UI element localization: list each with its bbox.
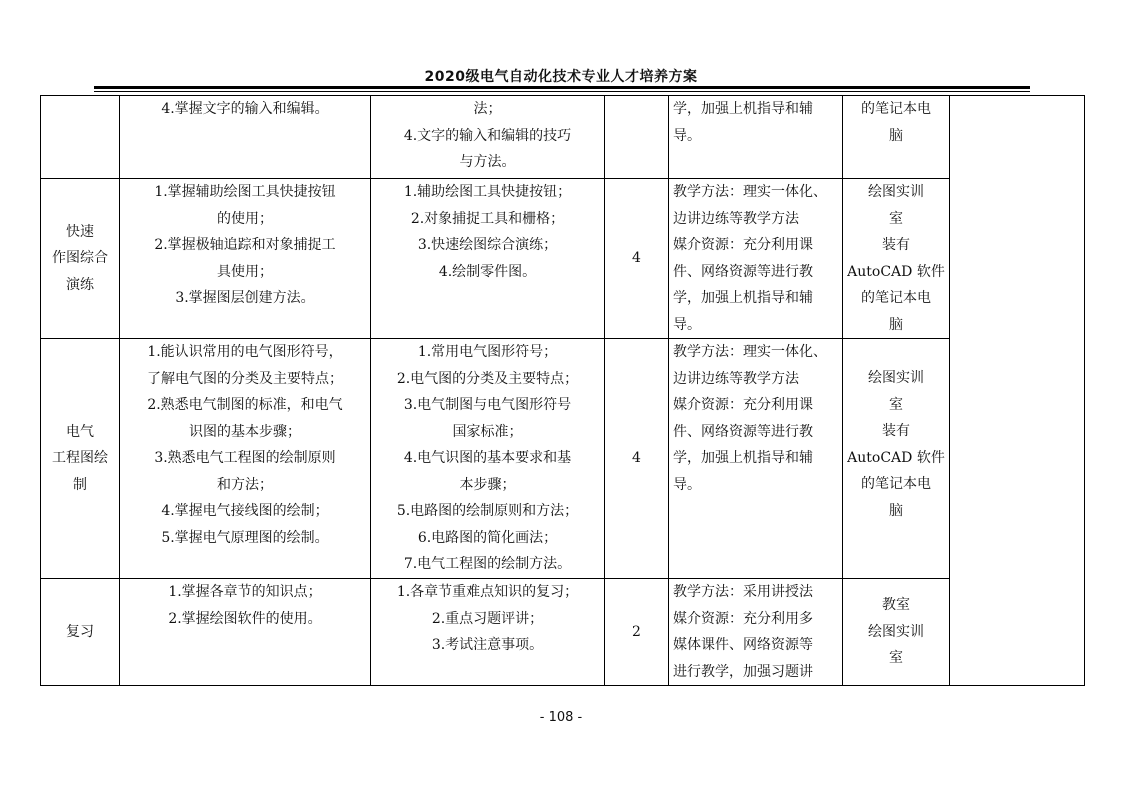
venue-line: 的笔记本电 [861,476,931,492]
objectives-cell [120,96,371,179]
venue-line: 绘图实训 [868,370,924,386]
venue-line: 教室 [882,597,910,614]
objective-line: 3.熟悉电气工程图的绘制原则 [154,450,336,466]
content-line: 2.电气图的分类及主要特点； [396,370,579,387]
venue-line: 绘图实训 [868,623,924,640]
content-line: 2.重点习题评讲； [431,610,544,627]
methods-cell [669,579,843,686]
venue-line: 的笔记本电 [861,101,931,117]
content-line: 1.常用电气图形符号； [417,344,558,360]
topic-cell [41,579,120,686]
method-line: 边讲边练等教学方法 [673,370,799,387]
content-cell [371,339,605,579]
content-line: 5.电路图的绘制原则和方法； [396,503,579,519]
method-line: 进行教学，加强习题讲 [673,663,813,680]
method-line: 媒介资源：充分利用课 [673,397,813,413]
venue-line: 绘图实训 [868,184,924,200]
content-cell [371,96,605,179]
course-plan-table [40,95,1085,686]
objective-line: 1.掌握各章节的知识点； [168,584,322,600]
table-row [41,339,1085,579]
content-line: 7.电气工程图的绘制方法。 [403,556,572,572]
methods-cell [669,179,843,339]
method-line: 学，加强上机指导和辅 [673,101,813,117]
method-line: 导。 [673,127,701,144]
method-line: 件、网络资源等进行教 [673,423,813,440]
content-line: 4.文字的输入和编辑的技巧 [403,127,572,144]
objective-line: 识图的基本步骤； [189,423,301,440]
content-line: 1.各章节重难点知识的复习； [396,584,579,600]
venue-line: 脑 [889,127,903,144]
table-row [41,579,1085,686]
method-line: 媒介资源：充分利用课 [673,237,813,253]
content-line: 6.电路图的简化画法； [417,529,558,546]
objective-line: 3.掌握图层创建方法。 [175,290,315,306]
objective-line: 和方法； [217,476,273,493]
objective-line: 了解电气图的分类及主要特点； [147,370,343,387]
hours-cell: 2 [605,579,669,686]
header-rule-thick [94,86,1030,89]
content-line: 1.辅助绘图工具快捷按钮； [403,184,572,200]
document-header-title: 2020级电气自动化技术专业人才培养方案 [424,69,698,85]
topic-line: 工程图绘 [52,450,108,467]
hours-cell: 4 [605,339,669,579]
venue-cell [843,179,950,339]
objective-line: 5.掌握电气原理图的绘制。 [161,529,329,546]
method-line: 媒介资源：充分利用多 [673,610,813,627]
content-cell [371,179,605,339]
hours-cell: 4 [605,179,669,339]
objectives-cell [120,339,371,579]
objectives-cell [120,179,371,339]
topic-cell [41,179,120,339]
objective-line: 的使用； [217,210,273,227]
venue-line: 装有 [882,237,910,253]
topic-cell [41,96,120,179]
objective-line: 4.掌握电气接线图的绘制； [161,503,329,519]
content-line: 本步骤； [459,476,516,493]
methods-cell [669,96,843,179]
content-line: 3.考试注意事项。 [431,637,544,653]
objective-line: 2.掌握极轴追踪和对象捕捉工 [154,237,336,253]
topic-line: 快速 [66,223,94,240]
content-line: 3.电气制图与电气图形符号 [403,397,572,413]
objective-line: 4.掌握文字的输入和编辑。 [161,101,329,117]
topic-line: 作图综合 [52,250,108,267]
method-line: 导。 [673,476,701,493]
topic-line: 电气 [66,423,94,440]
content-line: 国家标准； [452,423,523,440]
venue-line: 室 [889,396,903,413]
objective-line: 2.掌握绘图软件的使用。 [168,610,322,627]
objective-line: 具使用； [217,263,273,280]
method-line: 导。 [673,316,701,333]
topic-line: 演练 [66,276,94,293]
topic-cell [41,339,120,579]
content-line: 2.对象捕捉工具和栅格； [410,210,565,227]
content-line: 法； [473,101,502,117]
content-line: 3.快速绘图综合演练； [417,237,558,253]
venue-line: 室 [889,210,903,227]
objectives-cell [120,579,371,686]
objective-line: 1.能认识常用的电气图形符号， [147,344,343,360]
objective-line: 2.熟悉电气制图的标准，和电气 [147,397,343,413]
venue-line: 脑 [889,316,903,333]
page-number: - 108 - [539,710,583,725]
venue-cell [843,339,950,579]
topic-line: 复习 [66,623,94,640]
venue-line: 脑 [889,502,903,519]
venue-line: 室 [889,650,903,667]
content-line: 4.电气识图的基本要求和基 [403,450,572,466]
content-cell [371,579,605,686]
table-row [41,96,1085,179]
method-line: 教学方法：理实一体化、 [673,184,827,200]
venue-line: AutoCAD 软件 [847,263,945,280]
hours-cell [605,96,669,179]
method-line: 学，加强上机指导和辅 [673,450,813,466]
objective-line: 1.掌握辅助绘图工具快捷按钮 [154,184,336,200]
header-rule-thin [94,91,1030,92]
remarks-cell [950,96,1085,686]
method-line: 件、网络资源等进行教 [673,263,813,280]
venue-line: AutoCAD 软件 [847,449,945,466]
venue-cell [843,579,950,686]
content-line: 与方法。 [459,154,516,170]
table-row [41,179,1085,339]
method-line: 学，加强上机指导和辅 [673,290,813,306]
venue-cell [843,96,950,179]
method-line: 教学方法：理实一体化、 [673,344,827,360]
topic-line: 制 [73,476,87,493]
method-line: 边讲边练等教学方法 [673,210,799,227]
methods-cell [669,339,843,579]
venue-line: 的笔记本电 [861,290,931,306]
content-line: 4.绘制零件图。 [438,263,537,280]
method-line: 教学方法：采用讲授法 [673,584,813,600]
method-line: 媒体课件、网络资源等 [673,637,813,653]
venue-line: 装有 [882,423,910,439]
